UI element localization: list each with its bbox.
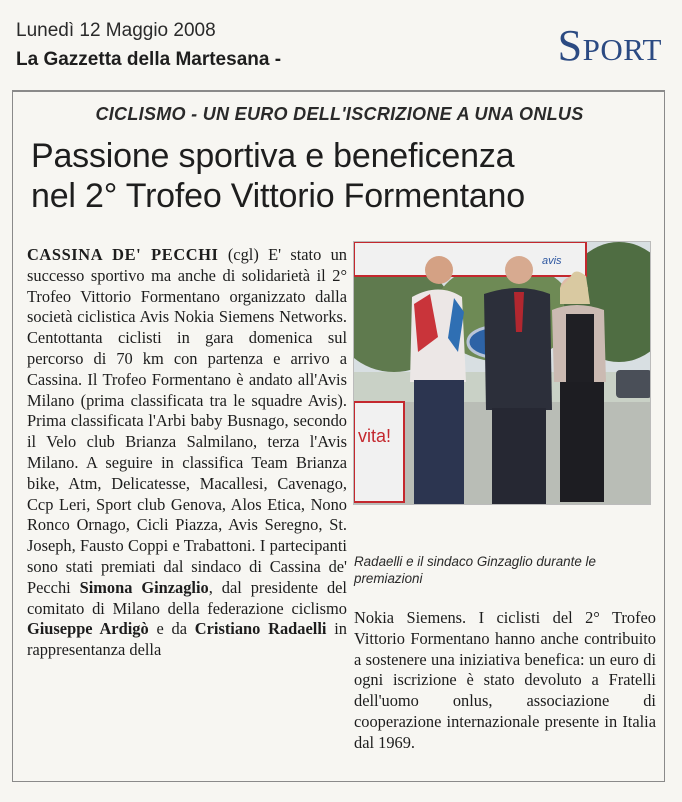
section-title: Sport <box>557 21 662 70</box>
award-photo <box>353 241 651 505</box>
person-name: Cristiano Radaelli <box>194 619 327 639</box>
body-text: in rappresentanza della <box>27 619 347 660</box>
dateline: CASSINA DE' PECCHI <box>27 245 219 264</box>
newspaper-name: La Gazzetta della Martesana - <box>16 49 282 70</box>
body-paragraph <box>27 245 347 661</box>
person-name: Giuseppe Ardigò <box>27 619 149 639</box>
article-body-column-2 <box>354 608 656 754</box>
headline-line-1: Passione sportiva e beneficenza <box>31 137 515 175</box>
body-paragraph: Nokia Siemens. I ciclisti del 2° Trofeo Vittorio Formentano hanno anche contribuito a sostenere una iniziativa benefica: un euro di ogni iscrizione è stato devoluto a Fratelli dell'uomo onlus, associazione di cooperazione internazionale presente in Italia dal 1969. <box>354 608 656 752</box>
top-rule <box>13 91 664 92</box>
article-kicker: CICLISMO - UN EURO DELL'ISCRIZIONE A UNA ONLUS <box>95 104 584 124</box>
issue-date: Lunedì 12 Maggio 2008 <box>16 20 216 41</box>
article-body-column-1 <box>27 245 347 661</box>
body-text: , dal presidente del comitato di Milano della federazione ciclismo <box>27 577 347 618</box>
person-name: Simona Ginzaglio <box>79 577 209 597</box>
body-text: stato un successo sportivo ma anche di solidarietà il 2° Trofeo Vittorio Formentano organizzato dalla società ciclistica Avis Nokia Siemens Networks. Centottanta ciclisti in gara domenica sul percorso di 70 km con partenza e arrivo a Cassina. Il Trofeo Formentano è andato all'Avis Milano (prima classificata tra le squadre Avis). Prima classificata l'Arbi baby Busnago, secondo il Velo club Brianza Salmilano, terza l'Avis Milano. A seguire in classifica Team Brianza bike, Atm, Delicatesse, Macallesi, Cavenago, Ccp Leri, Sport club Genova, Alos Etica, Nono Ronco Ornago, Cicli Piazza, Avis Seregno, St. Joseph, Fausto Coppi e Trabattoni. I partecipanti sono stati premiati dal sindaco di Cassina de' Pecchi <box>27 245 347 597</box>
award-photo-illustration <box>354 242 651 505</box>
photo-caption: Radaelli e il sindaco Ginzaglio durante le premiazioni <box>354 554 596 586</box>
article-frame <box>12 90 665 782</box>
banner-text: avis <box>542 255 562 267</box>
article-headline <box>31 136 656 216</box>
body-text: e da <box>148 619 195 639</box>
headline-line-2: nel 2° Trofeo Vittorio Formentano <box>31 177 525 215</box>
byline: (cgl) E' <box>218 245 282 264</box>
sign-text: vita! <box>358 426 392 446</box>
